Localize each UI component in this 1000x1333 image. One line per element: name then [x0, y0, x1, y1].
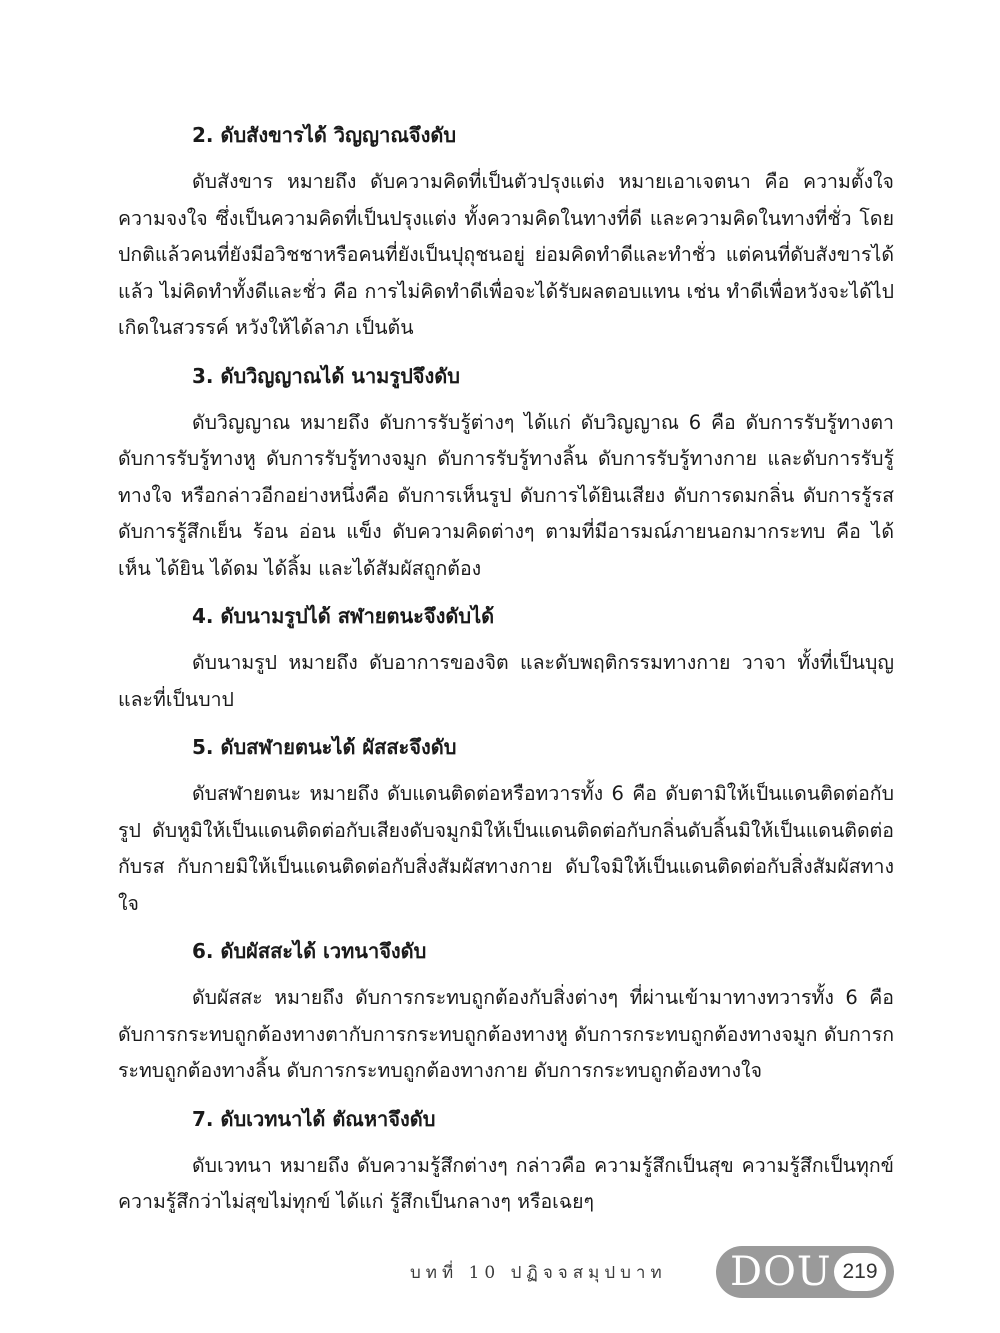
section-heading: 3. ดับวิญญาณได้ นามรูปจึงดับ — [192, 363, 460, 388]
page-content — [118, 118, 894, 1233]
section-2 — [118, 118, 894, 347]
footer-chapter-title: บทที่ 10 ปฏิจจสมุปบาท — [410, 1262, 667, 1283]
section-heading: 5. ดับสฬายตนะได้ ผัสสะจึงดับ — [192, 735, 457, 759]
section-3 — [118, 359, 894, 588]
section-paragraph: ดับนามรูป หมายถึง ดับอาการของจิต และดับพฤติกรรมทางกาย วาจา ทั้งที่เป็นบุญและที่เป็นบาป — [118, 651, 894, 711]
dou-logo-text: DOU — [730, 1249, 832, 1295]
page-number: 219 — [834, 1253, 886, 1291]
section-paragraph: ดับสฬายตนะ หมายถึง ดับแดนติดต่อหรือทวารทั้ง 6 คือ ดับตามิให้เป็นแดนติดต่อกับรูป ดับหูมิให้เป็นแดนติดต่อกับเสียงดับจมูกมิให้เป็นแดนติดต่อกับกลิ่นดับลิ้นมิให้เป็นแดนติดต่อกับรส กับกายมิให้เป็นแดนติดต่อกับสิ่งสัมผัสทางกาย ดับใจมิให้เป็นแดนติดต่อกับสิ่งสัมผัสทางใจ — [118, 782, 894, 915]
section-heading: 6. ดับผัสสะได้ เวทนาจึงดับ — [192, 939, 427, 963]
dou-badge — [716, 1246, 894, 1298]
section-6 — [118, 934, 894, 1090]
section-4 — [118, 599, 894, 718]
section-paragraph: ดับสังขาร หมายถึง ดับความคิดที่เป็นตัวปรุงแต่ง หมายเอาเจตนา คือ ความตั้งใจ ความจงใจ ซึ่งเป็นความคิดที่เป็นปรุงแต่ง ทั้งความคิดในทางที่ดี และความคิดในทางที่ชั่ว โดยปกติแล้วคนที่ยังมีอวิชชาหรือคนที่ยังเป็นปุถุชนอยู่ ย่อมคิดทำดีและทำชั่ว แต่คนที่ดับสังขารได้แล้ว ไม่คิดทำทั้งดีและชั่ว คือ การไม่คิดทำดีเพื่อจะได้รับผลตอบแทน เช่น ทำดีเพื่อหวังจะได้ไปเกิดในสวรรค์ หวังให้ได้ลาภ เป็นต้น — [118, 170, 894, 339]
section-heading: 7. ดับเวทนาได้ ตัณหาจึงดับ — [192, 1106, 436, 1131]
page-footer — [410, 1246, 878, 1298]
section-paragraph: ดับผัสสะ หมายถึง ดับการกระทบถูกต้องกับสิ่งต่างๆ ที่ผ่านเข้ามาทางทวารทั้ง 6 คือ ดับการกระทบถูกต้องทางตากับการกระทบถูกต้องทางหู ดับการกระทบถูกต้องทางจมูก ดับการกระทบถูกต้องทางลิ้น ดับการกระทบถูกต้องทางกาย ดับการกระทบถูกต้องทางใจ — [118, 986, 894, 1082]
section-heading: 2. ดับสังขารได้ วิญญาณจึงดับ — [192, 123, 457, 147]
section-7 — [118, 1102, 894, 1221]
section-heading: 4. ดับนามรูปได้ สฬายตนะจึงดับได้ — [192, 604, 495, 628]
section-5 — [118, 730, 894, 922]
section-paragraph: ดับวิญญาณ หมายถึง ดับการรับรู้ต่างๆ ได้แก่ ดับวิญญาณ 6 คือ ดับการรับรู้ทางตา ดับการรับรู้ทางหู ดับการรับรู้ทางจมูก ดับการรับรู้ทางลิ้น ดับการรับรู้ทางกาย และดับการรับรู้ทางใจ หรือกล่าวอีกอย่างหนึ่งคือ ดับการเห็นรูป ดับการได้ยินเสียง ดับการดมกลิ่น ดับการรู้รส ดับการรู้สึกเย็น ร้อน อ่อน แข็ง ดับความคิดต่างๆ ตามที่มีอารมณ์ภายนอกมากระทบ คือ ได้เห็น ได้ยิน ได้ดม ได้ลิ้ม และได้สัมผัสถูกต้อง — [118, 410, 894, 580]
section-paragraph: ดับเวทนา หมายถึง ดับความรู้สึกต่างๆ กล่าวคือ ความรู้สึกเป็นสุข ความรู้สึกเป็นทุกข์ ความรู้สึกว่าไม่สุขไม่ทุกข์ ได้แก่ รู้สึกเป็นกลางๆ หรือเฉยๆ — [118, 1153, 894, 1213]
